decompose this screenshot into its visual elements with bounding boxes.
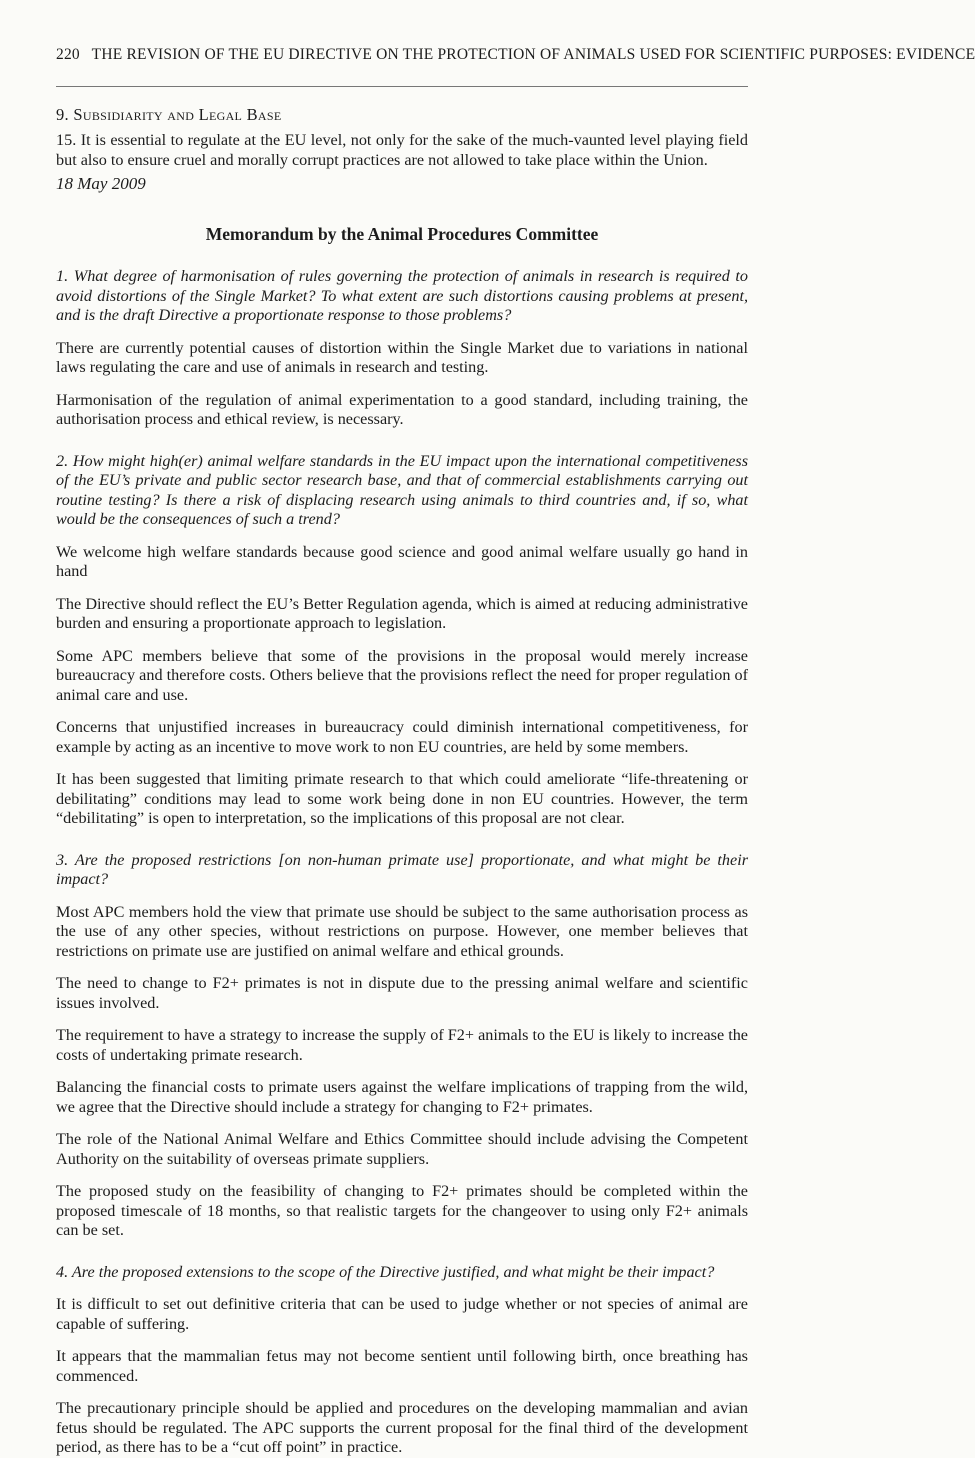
question-1: 1. What degree of harmonisation of rules governing the protection of animals in research is required to avoid distortions of the Single Market? To what extent are such distortions causing problems at present, and is the draft Directive a proportionate response to those problems?: [56, 267, 748, 324]
answer-3-para: Balancing the financial costs to primate users against the welfare implications of trapping from the wild, we agree that the Directive should include a strategy for changing to F2+ primates.: [56, 1078, 748, 1116]
question-4: 4. Are the proposed extensions to the scope of the Directive justified, and what might be their impact?: [56, 1262, 715, 1281]
answer-2-para: Some APC members believe that some of the provisions in the proposal would merely increase bureaucracy and therefore costs. Others believe that the provisions reflect the need for proper regulation of animal care and use.: [56, 646, 748, 704]
answer-2-para: We welcome high welfare standards because good science and good animal welfare usually go hand in hand: [56, 542, 748, 580]
answer-1-para: Harmonisation of the regulation of animal experimentation to a good standard, including training, the authorisation process and ethical review, is necessary.: [56, 390, 748, 428]
submission-date: 18 May 2009: [56, 174, 146, 193]
running-header: [56, 46, 975, 64]
answer-3-para: Most APC members hold the view that primate use should be subject to the same authorisation process as the use of any other species, without restrictions on purpose. However, one member believes that restrictions on primate use are justified on animal welfare and ethical grounds.: [56, 902, 748, 960]
page-number: 220: [56, 46, 80, 63]
question-2: 2. How might high(er) animal welfare standards in the EU impact upon the international competitiveness of the EU’s private and public sector research base, and that of commercial establishments carrying out routine testing? Is there a risk of displacing research using animals to third countries and, if so, what would be the consequences of such a trend?: [56, 451, 748, 528]
answer-3-para: The requirement to have a strategy to increase the supply of F2+ animals to the EU is likely to increase the costs of undertaking primate research.: [56, 1026, 748, 1064]
answer-3-para: The proposed study on the feasibility of changing to F2+ primates should be completed within the proposed timescale of 18 months, so that realistic targets for the changeover to using only F2+ animals can be set.: [56, 1182, 748, 1239]
answer-4-para: It appears that the mammalian fetus may not become sentient until following birth, once breathing has commenced.: [56, 1347, 748, 1385]
section-heading: [56, 105, 748, 125]
answer-2-para: Concerns that unjustified increases in bureaucracy could diminish international competitiveness, for example by acting as an incentive to move work to non EU countries, are held by some members.: [56, 718, 748, 756]
memo-title: Memorandum by the Animal Procedures Committee: [205, 224, 599, 244]
answer-4-para: The precautionary principle should be applied and procedures on the developing mammalian and avian fetus should be regulated. The APC supports the current proposal for the final third of the development period, as there has to be a “cut off point” in practice.: [56, 1399, 748, 1456]
answer-2-para: It has been suggested that limiting primate research to that which could ameliorate “life-threatening or debilitating” conditions may lead to some work being done in non EU countries. However, the term “debilitating” is open to interpretation, so the implications of this proposal are not clear.: [56, 770, 748, 827]
answer-3-para: The need to change to F2+ primates is not in dispute due to the pressing animal welfare and scientific issues involved.: [56, 974, 748, 1012]
header-rule: [56, 86, 748, 87]
section-number: 9.: [56, 105, 69, 124]
answer-4-para: It is difficult to set out definitive criteria that can be used to judge whether or not species of animal are capable of suffering.: [56, 1295, 748, 1333]
answer-1-para: There are currently potential causes of distortion within the Single Market due to variations in national laws regulating the care and use of animals in research and testing.: [56, 338, 748, 376]
paragraph-15: 15. It is essential to regulate at the EU level, not only for the sake of the much-vaunted level playing field but also to ensure cruel and morally corrupt practices are not allowed to take place within the Union.: [56, 131, 748, 169]
section-title: Subsidiarity and Legal Base: [73, 105, 282, 124]
answer-2-para: The Directive should reflect the EU’s Better Regulation agenda, which is aimed at reducing administrative burden and ensuring a proportionate approach to legislation.: [56, 594, 748, 632]
question-3: 3. Are the proposed restrictions [on non-human primate use] proportionate, and what might be their impact?: [56, 850, 748, 888]
header-title: THE REVISION OF THE EU DIRECTIVE ON THE PROTECTION OF ANIMALS USED FOR SCIENTIFIC PURPOSES: EVIDENCE: [91, 46, 975, 63]
answer-3-para: The role of the National Animal Welfare and Ethics Committee should include advising the Competent Authority on the suitability of overseas primate suppliers.: [56, 1130, 748, 1168]
